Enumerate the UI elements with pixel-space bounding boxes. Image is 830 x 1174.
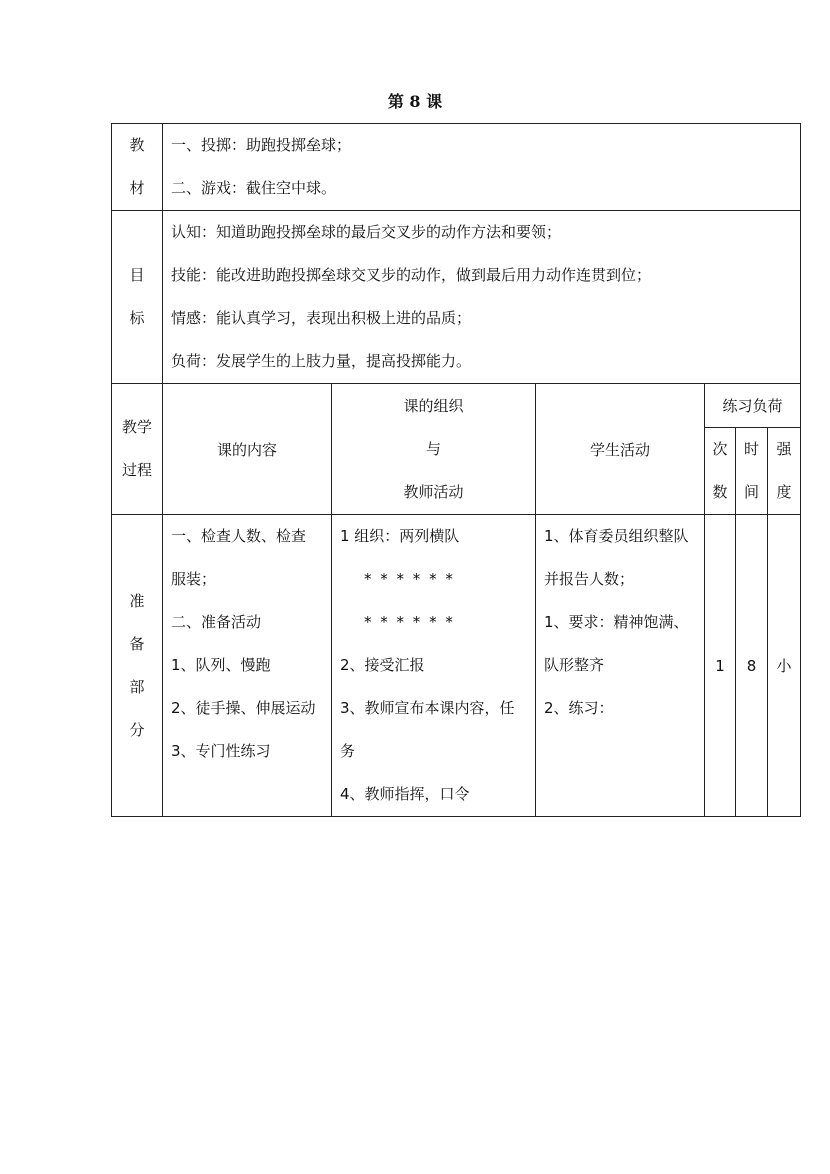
prep-content-line: 一、检查人数、检查	[171, 527, 307, 545]
prep-student-line: 队形整齐	[544, 656, 605, 674]
prep-content-line: 服装；	[171, 570, 217, 588]
prep-label: 准 备 部 分	[112, 515, 163, 817]
formation-row-2: * * * * * *	[364, 613, 455, 631]
materials-line: 二、游戏：截住空中球。	[171, 179, 337, 197]
load-header: 练习负荷	[705, 384, 801, 428]
intensity-header: 强 度	[768, 428, 801, 515]
prep-student-line: 1、要求：精神饱满、	[544, 613, 689, 631]
materials-line: 一、投掷：助跑投掷垒球；	[171, 136, 352, 154]
prep-org-line: 2、接受汇报	[340, 656, 425, 674]
goals-content	[163, 211, 801, 384]
student-header: 学生活动	[536, 384, 705, 515]
lesson-plan-table	[111, 123, 801, 817]
prep-content-line: 二、准备活动	[171, 613, 262, 631]
prep-intensity: 小	[768, 515, 801, 817]
lesson-title: 第 8 课	[387, 92, 443, 111]
prep-org	[332, 515, 536, 817]
goal-line: 负荷：发展学生的上肢力量，提高投掷能力。	[171, 352, 472, 370]
materials-content	[163, 124, 801, 211]
prep-count: 1	[705, 515, 736, 817]
goal-line: 认知：知道助跑投掷垒球的最后交叉步的动作方法和要领；	[171, 223, 562, 241]
prep-row	[112, 515, 801, 817]
prep-content-line: 3、专门性练习	[171, 742, 271, 760]
process-label: 教学 过程	[112, 384, 163, 515]
goal-line: 技能：能改进助跑投掷垒球交叉步的动作，做到最后用力动作连贯到位；	[171, 266, 652, 284]
prep-time: 8	[736, 515, 768, 817]
prep-student-line: 2、练习：	[544, 699, 614, 717]
materials-row	[112, 124, 801, 211]
time-header: 时 间	[736, 428, 768, 515]
prep-org-line: 4、教师指挥，口令	[340, 785, 470, 803]
goals-row	[112, 211, 801, 384]
prep-org-line: 务	[340, 742, 356, 760]
prep-student-line: 1、体育委员组织整队	[544, 527, 689, 545]
prep-org-line: 1 组织：两列横队	[340, 527, 460, 545]
prep-content-line: 2、徒手操、伸展运动	[171, 699, 316, 717]
materials-label: 教 材	[112, 124, 163, 211]
process-header-row	[112, 384, 801, 428]
prep-student-line: 并报告人数；	[544, 570, 635, 588]
prep-student	[536, 515, 705, 817]
goal-line: 情感：能认真学习，表现出积极上进的品质；	[171, 309, 472, 327]
content-header: 课的内容	[163, 384, 332, 515]
org-header: 课的组织 与 教师活动	[332, 384, 536, 515]
count-header: 次 数	[705, 428, 736, 515]
formation-row-1: * * * * * *	[364, 570, 455, 588]
prep-org-line: 3、教师宣布本课内容，任	[340, 699, 515, 717]
goals-label: 目 标	[112, 211, 163, 384]
prep-content-line: 1、队列、慢跑	[171, 656, 271, 674]
prep-content	[163, 515, 332, 817]
